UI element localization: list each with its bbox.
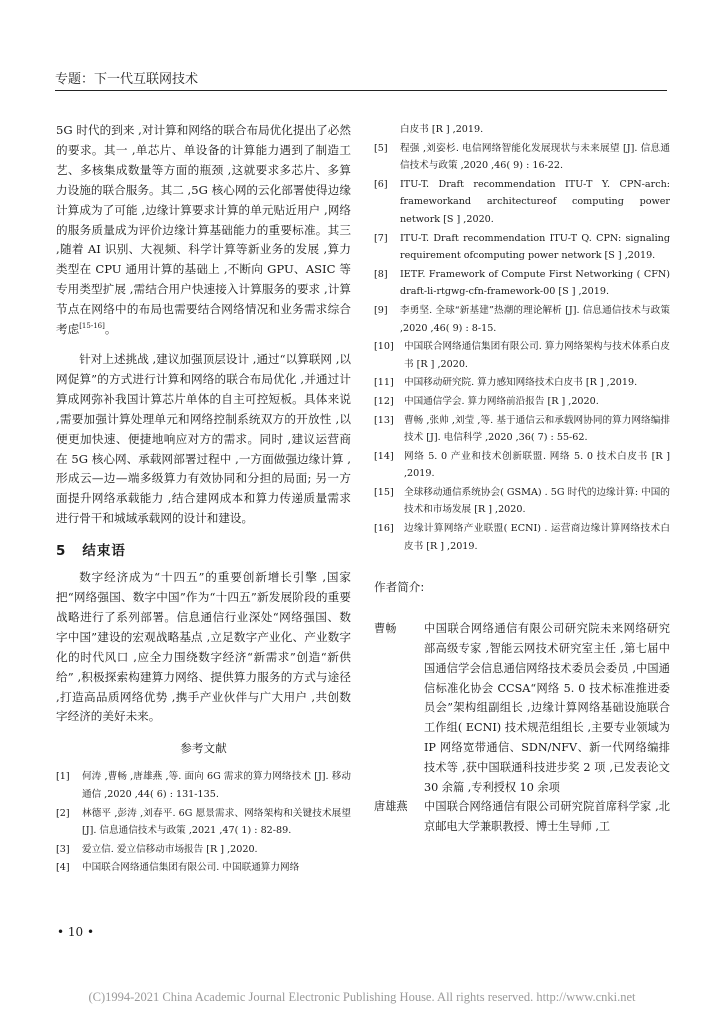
reference-text: IETF. Framework of Compute First Networking ( CFN) draft-li-rtgwg-cfn-framework-00 [S ] ,2019. — [400, 268, 670, 298]
copyright-watermark: (C)1994-2021 China Academic Journal Electronic Publishing House. All rights reserved. http://www.cnki.net — [88, 990, 636, 1004]
author-entry — [374, 797, 670, 837]
reference-item — [374, 176, 670, 229]
reference-item — [56, 841, 351, 859]
reference-text: 程强 ,刘姿杉. 电信网络智能化发展现状与未来展望 [J]. 信息通信技术与政策 ,2020 ,46( 9) : 16-22. — [400, 142, 670, 172]
reference-number: [2] — [56, 807, 70, 819]
reference-number: [8] — [374, 268, 388, 280]
body-paragraph-3: 数字经济成为“十四五”的重要创新增长引擎 ,国家把“网络强国、数字中国”作为“十四五”新发展阶段的重要战略进行了系列部署。信息通信行业深处“网络强国、数字中国”建设的宏观战略基点 ,立足数字产业化、产业数字化的时代风口 ,应全力围绕数字经济“新需求”创造“新供给” ,积极探索构建算力网络、提供算力服务的方式与途径 ,打造高品质网络优势 ,携手产业伙伴与广大用户 ,共创数字经济的美好未来。 — [56, 570, 351, 724]
reference-list-left — [56, 768, 351, 877]
author-name: 曹畅 — [374, 622, 397, 636]
reference-text: 中国联合网络通信集团有限公司. 中国联通算力网络 — [82, 862, 300, 874]
reference-text: 中国移动研究院. 算力感知网络技术白皮书 [R ] ,2019. — [404, 377, 638, 389]
paragraph-1-text: 5G 时代的到来 ,对计算和网络的联合布局优化提出了必然的要求。其一 ,单芯片、单设备的计算能力遇到了制造工艺、多核集成数量等方面的瓶颈 ,这就要求多芯片、多算力设施的联合服务。其二 ,5G 核心网的云化部署使得边缘计算成为了可能 ,边缘计算要求计算的单元贴近用户 ,网络的服务质量成为评价边缘计算基础能力的重要标准。其三 ,随着 AI 识别、大视频、科学计算等新业务的发展 ,算力类型在 CPU 通用计算的基础上 ,不断向 GPU、ASIC 等专用类型扩展 ,需结合用户快速接入计算服务的要求 ,计算节点在网络中的布局也需要结合网络情况和业务需求综合考虑 — [56, 123, 351, 337]
reference-text: 边缘计算网络产业联盟( ECNI) . 运营商边缘计算网络技术白皮书 [R ] ,2019. — [404, 523, 670, 552]
reference-text: 网络 5. 0 产业和技术创新联盟. 网络 5. 0 技术白皮书 [R ] ,2019. — [404, 450, 670, 480]
reference-item — [374, 520, 670, 555]
right-column — [374, 121, 670, 837]
author-name: 唐雄燕 — [374, 800, 408, 814]
reference-number: [5] — [374, 142, 388, 154]
reference-item — [374, 140, 670, 175]
section-number: 5 — [56, 543, 67, 560]
reference-item — [56, 768, 351, 803]
author-bio: 中国联合网络通信有限公司研究院未来网络研究部高级专家 ,智能云网技术研究室主任 ,第七届中国通信学会信息通信网络技术委员会委员 ,中国通信标准化协会 CCSA“网络 5. 0 技术标准推进委员会”架构组副组长 ,边缘计算网络基础设施联合工作组( ECNI) 技术规范组组长 ,主要专业领域为 IP 网络宽带通信、SDN/NFV、新一代网络编排技术等 ,获中国联通科技进步奖 2 项 ,已发表论文 30 余篇 ,专利授权 10 余项 — [424, 622, 670, 794]
reference-text: 林德平 ,彭涛 ,刘春平. 6G 愿景需求、网络架构和关键技术展望 [J]. 信息通信技术与政策 ,2021 ,47( 1) : 82-89. — [82, 807, 351, 837]
reference-text: 曹畅 ,张帅 ,刘莹 ,等. 基于通信云和承载网协同的算力网络编排技术 [J]. 电信科学 ,2020 ,36( 7) : 55-62. — [404, 414, 670, 444]
left-column — [56, 121, 351, 878]
reference-number: [6] — [374, 178, 388, 190]
reference-number: [9] — [374, 304, 388, 316]
reference-number: [10] — [374, 341, 394, 353]
reference-text: 全球移动通信系统协会( GSMA) . 5G 时代的边缘计算: 中国的技术和市场发展 [R ] ,2020. — [404, 486, 670, 516]
reference-number: [12] — [374, 395, 394, 407]
reference-item — [374, 484, 670, 519]
reference-number: [14] — [374, 450, 394, 462]
reference-number: [3] — [56, 843, 70, 855]
reference-number: [7] — [374, 232, 388, 244]
citation-15-16: [15-16] — [79, 322, 105, 331]
author-entry — [374, 619, 670, 797]
reference-item — [374, 448, 670, 483]
paragraph-1-end: 。 — [104, 322, 117, 337]
reference-continuation: 白皮书 [R ] ,2019. — [400, 124, 484, 135]
references-heading: 参考文献 — [180, 741, 227, 756]
reference-list-right — [374, 140, 670, 556]
section-title: 结束语 — [82, 543, 126, 560]
page-number: • 10 • — [57, 925, 95, 939]
journal-section-header: 专题：下一代互联网技术 — [55, 72, 199, 87]
reference-item — [56, 859, 351, 877]
reference-number: [4] — [56, 862, 70, 874]
author-info-heading: 作者简介: — [374, 580, 425, 595]
reference-text: 李勇坚. 全球“新基建”热潮的理论解析 [J]. 信息通信技术与政策 ,2020 ,46( 9) : 8-15. — [400, 304, 670, 334]
body-paragraph-1 — [56, 121, 351, 340]
reference-text: 爱立信. 爱立信移动市场报告 [R ] ,2020. — [82, 843, 258, 855]
section-heading — [56, 539, 351, 559]
reference-item — [374, 302, 670, 337]
reference-number: [1] — [56, 771, 70, 783]
author-bio: 中国联合网络通信有限公司研究院首席科学家 ,北京邮电大学兼职教授、博士生导师 ,工 — [424, 800, 670, 834]
reference-item — [374, 338, 670, 373]
reference-text: 何涛 ,曹畅 ,唐雄燕 ,等. 面向 6G 需求的算力网络技术 [J]. 移动通信 ,2020 ,44( 6) : 131-135. — [82, 771, 351, 800]
reference-item — [56, 805, 351, 840]
reference-number: [11] — [374, 377, 394, 389]
reference-text: ITU-T. Draft recommendation ITU-T Q. CPN: signaling requirement ofcomputing power network [S ] ,2019. — [400, 232, 670, 262]
reference-number: [13] — [374, 414, 394, 426]
reference-number: [15] — [374, 486, 394, 498]
reference-item — [374, 374, 670, 392]
reference-number: [16] — [374, 523, 394, 535]
body-paragraph-2: 针对上述挑战 ,建议加强顶层设计 ,通过“以算联网 ,以网促算”的方式进行计算和网络的联合布局优化 ,并通过计算成网弥补我国计算芯片单体的自主可控短板。具体来说 ,需要加强计算处理单元和网络控制系统双方的开放性 ,以便更加快速、便捷地响应对方的需求。同时 ,建议运营商在 5G 核心网、承载网部署过程中 ,一方面做强边缘计算 ,形成云—边—端多级算力有效协同和分担的局面; 另一方面提升网络承载能力 ,结合建网成本和算力传递质量需求进行骨干和城域承载网的设计和建设。 — [56, 351, 351, 526]
reference-item — [374, 412, 670, 447]
reference-item — [374, 393, 670, 411]
header-rule — [55, 90, 667, 91]
reference-item — [374, 230, 670, 265]
reference-text: 中国通信学会. 算力网络前沿报告 [R ] ,2020. — [404, 395, 599, 407]
reference-text: ITU-T. Draft recommendation ITU-T Y. CPN-arch: frameworkand architectureof computing power network [S ] ,2020. — [400, 178, 670, 225]
reference-text: 中国联合网络通信集团有限公司. 算力网络架构与技术体系白皮书 [R ] ,2020. — [404, 341, 670, 370]
reference-item — [374, 266, 670, 301]
